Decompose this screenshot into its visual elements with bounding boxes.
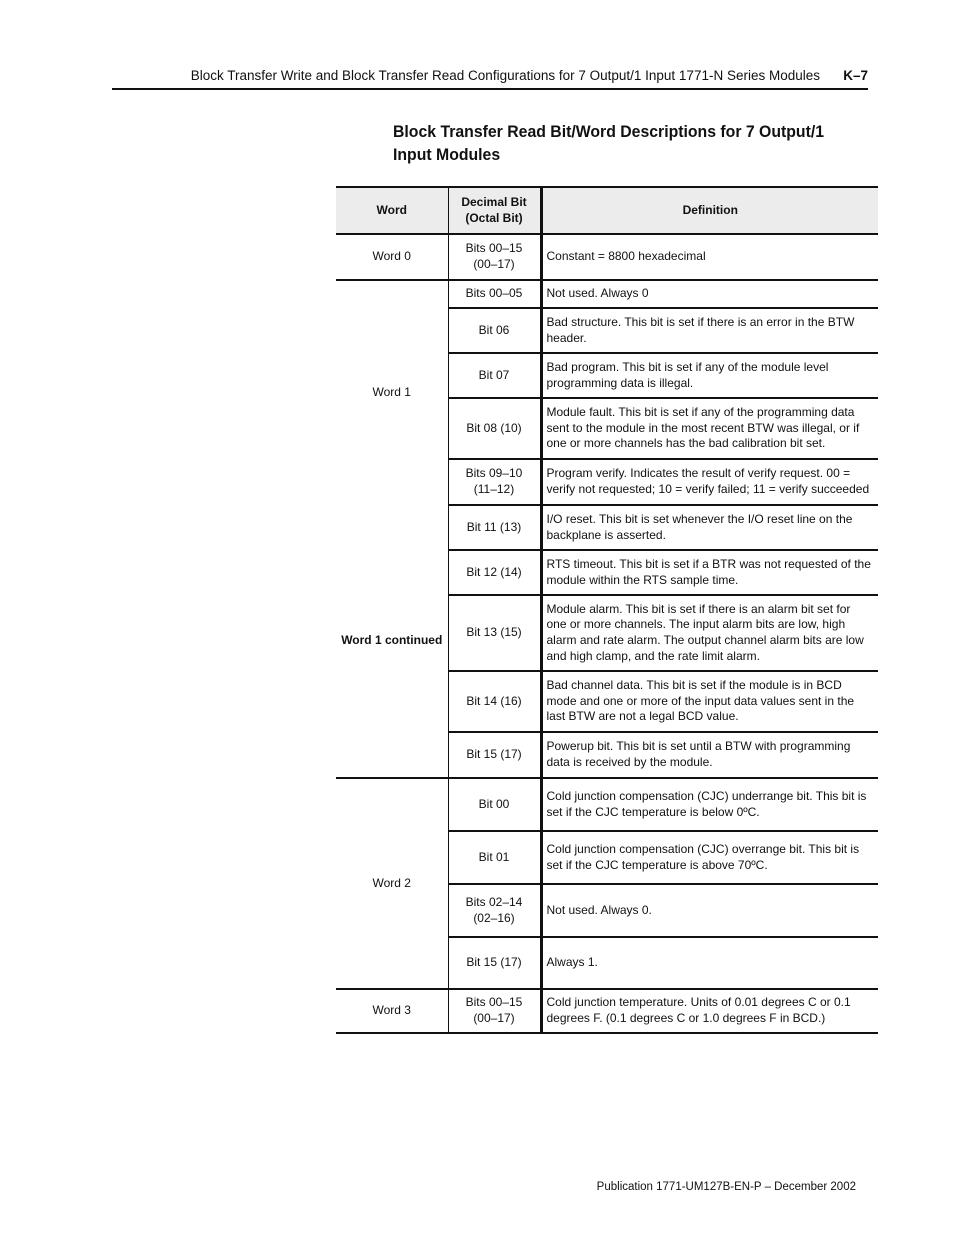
- table-body: [336, 234, 878, 1033]
- bit-cell: Bits 02–14 (02–16): [448, 884, 541, 937]
- column-header-bit: Decimal Bit (Octal Bit): [448, 187, 541, 234]
- definition-cell: Cold junction temperature. Units of 0.01 degrees C or 0.1 degrees F. (0.1 degrees C or 1.0 degrees F in BCD.): [541, 989, 878, 1033]
- definition-cell: Cold junction compensation (CJC) overrange bit. This bit is set if the CJC temperature is above 70ºC.: [541, 831, 878, 884]
- bit-cell: Bit 14 (16): [448, 671, 541, 732]
- bit-cell: Bit 13 (15): [448, 595, 541, 671]
- definition-cell: Bad program. This bit is set if any of the module level programming data is illegal.: [541, 353, 878, 398]
- table-row: [336, 505, 878, 550]
- bit-cell: Bit 08 (10): [448, 398, 541, 459]
- bit-cell: Bits 09–10 (11–12): [448, 459, 541, 505]
- word-cell: Word 1: [372, 385, 411, 400]
- word-cell: Word 1 continued: [336, 505, 448, 778]
- definition-cell: I/O reset. This bit is set whenever the I/O reset line on the backplane is asserted.: [541, 505, 878, 550]
- table-header-row: [336, 187, 878, 234]
- word-cell: Word 2: [336, 778, 448, 989]
- definition-cell: Module alarm. This bit is set if there is an alarm bit set for one or more channels. The input alarm bits are low, high alarm and rate alarm. The output channel alarm bits are low and high clamp, and the rate limit alarm.: [541, 595, 878, 671]
- bit-cell: Bits 00–15 (00–17): [448, 989, 541, 1033]
- bit-cell: Bit 07: [448, 353, 541, 398]
- table-row: [336, 234, 878, 280]
- definition-cell: Not used. Always 0: [541, 280, 878, 308]
- definition-cell: Program verify. Indicates the result of verify request. 00 = verify not requested; 10 = verify failed; 11 = verify succeeded: [541, 459, 878, 505]
- column-header-definition: Definition: [541, 187, 878, 234]
- bit-cell: Bits 00–05: [448, 280, 541, 308]
- bit-cell: Bit 15 (17): [448, 937, 541, 989]
- publication-footer: Publication 1771-UM127B-EN-P – December 2002: [596, 1181, 856, 1193]
- bit-cell: Bit 06: [448, 308, 541, 353]
- definition-cell: Bad channel data. This bit is set if the module is in BCD mode and one or more of the input data values sent in the last BTW are not a legal BCD value.: [541, 671, 878, 732]
- definition-cell: Cold junction compensation (CJC) underrange bit. This bit is set if the CJC temperature is below 0ºC.: [541, 778, 878, 831]
- bit-cell: Bit 12 (14): [448, 550, 541, 595]
- definition-cell: Not used. Always 0.: [541, 884, 878, 937]
- definition-cell: Powerup bit. This bit is set until a BTW with programming data is received by the module.: [541, 732, 878, 778]
- definition-cell: Bad structure. This bit is set if there is an error in the BTW header.: [541, 308, 878, 353]
- definition-cell: Module fault. This bit is set if any of the programming data sent to the module in the most recent BTW was illegal, or if one or more channels has the bad calibration bit set.: [541, 398, 878, 459]
- bit-word-table: [336, 186, 878, 1034]
- page-number: K–7: [843, 68, 868, 83]
- bit-cell: Bit 11 (13): [448, 505, 541, 550]
- section-title: Block Transfer Read Bit/Word Descriptions for 7 Output/1 Input Modules: [393, 122, 825, 164]
- bit-cell: Bit 00: [448, 778, 541, 831]
- definition-cell: Always 1.: [541, 937, 878, 989]
- bit-cell: Bit 15 (17): [448, 732, 541, 778]
- word-cell: Word 3: [336, 989, 448, 1033]
- table-row: [336, 778, 878, 831]
- table-row: [336, 280, 878, 308]
- definition-cell: Constant = 8800 hexadecimal: [541, 234, 878, 280]
- table-row: [336, 989, 878, 1033]
- running-header-title: Block Transfer Write and Block Transfer Read Configurations for 7 Output/1 Input 1771-N Series Modules: [190, 68, 820, 83]
- column-header-word: Word: [336, 187, 448, 234]
- definition-cell: RTS timeout. This bit is set if a BTR was not requested of the module within the RTS sample time.: [541, 550, 878, 595]
- running-header: [112, 64, 868, 90]
- word-cell: Word 0: [336, 234, 448, 280]
- bit-cell: Bits 00–15 (00–17): [448, 234, 541, 280]
- bit-cell: Bit 01: [448, 831, 541, 884]
